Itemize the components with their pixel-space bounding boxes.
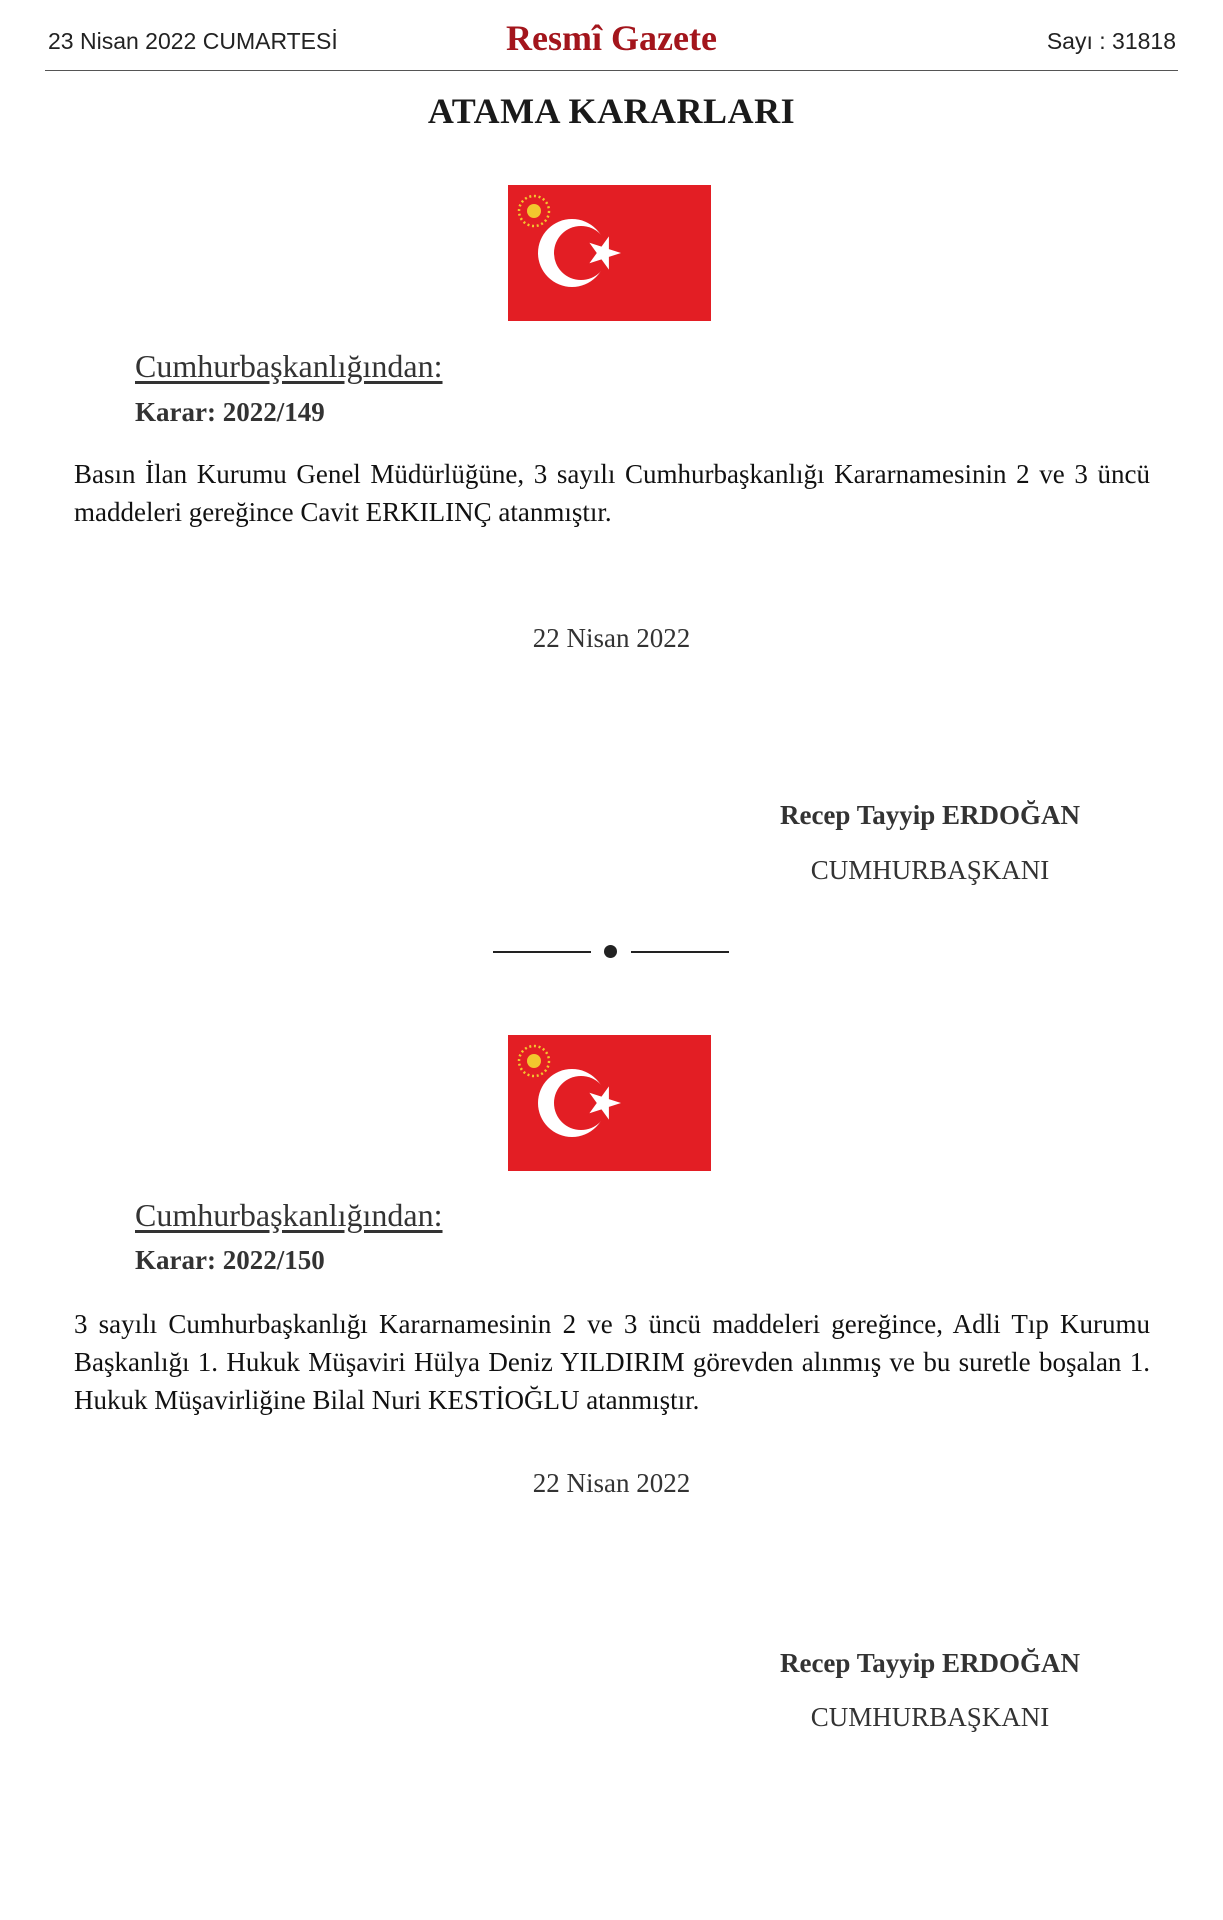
gazette-title: Resmî Gazete	[506, 18, 717, 58]
separator-line-left	[493, 951, 591, 953]
issue-number: Sayı : 31818	[1046, 28, 1176, 54]
decision-text: 3 sayılı Cumhurbaşkanlığı Kararnamesinin 2 ve 3 üncü maddeleri gereğince, Adli Tıp Kurumu Başkanlığı 1. Hukuk Müşaviri Hülya Deniz YILDIRIM görevden alınmış ve bu suretle boşalan 1. Hukuk Müşavirliğine Bilal Nuri KESTİOĞLU atanmıştır.	[74, 1309, 1150, 1415]
header-date: 23 Nisan 2022 CUMARTESİ	[48, 28, 338, 54]
signer-title: CUMHURBAŞKANI	[810, 1702, 1050, 1732]
decision-text: Basın İlan Kurumu Genel Müdürlüğüne, 3 sayılı Cumhurbaşkanlığı Kararnamesinin 2 ve 3 üncü maddeleri gereğince Cavit ERKILINÇ atanmıştır.	[74, 459, 1150, 527]
section-title: ATAMA KARARLARI	[427, 91, 796, 131]
decision-number: Karar: 2022/150	[135, 1245, 325, 1275]
separator-line-right	[631, 951, 729, 953]
institution-name: Cumhurbaşkanlığından:	[135, 348, 443, 384]
separator-dot	[604, 945, 617, 958]
turkish-flag-icon	[508, 185, 711, 321]
decision-date: 22 Nisan 2022	[532, 1468, 691, 1498]
gazette-header	[45, 18, 1178, 71]
turkish-flag-icon	[508, 1035, 711, 1171]
signer-name: Recep Tayyip ERDOĞAN	[779, 800, 1081, 830]
institution-name: Cumhurbaşkanlığından:	[135, 1197, 443, 1233]
signer-name: Recep Tayyip ERDOĞAN	[779, 1648, 1081, 1678]
decision-date: 22 Nisan 2022	[532, 623, 691, 653]
decision-separator	[493, 940, 729, 964]
decision-number: Karar: 2022/149	[135, 397, 325, 427]
signer-title: CUMHURBAŞKANI	[810, 855, 1050, 885]
